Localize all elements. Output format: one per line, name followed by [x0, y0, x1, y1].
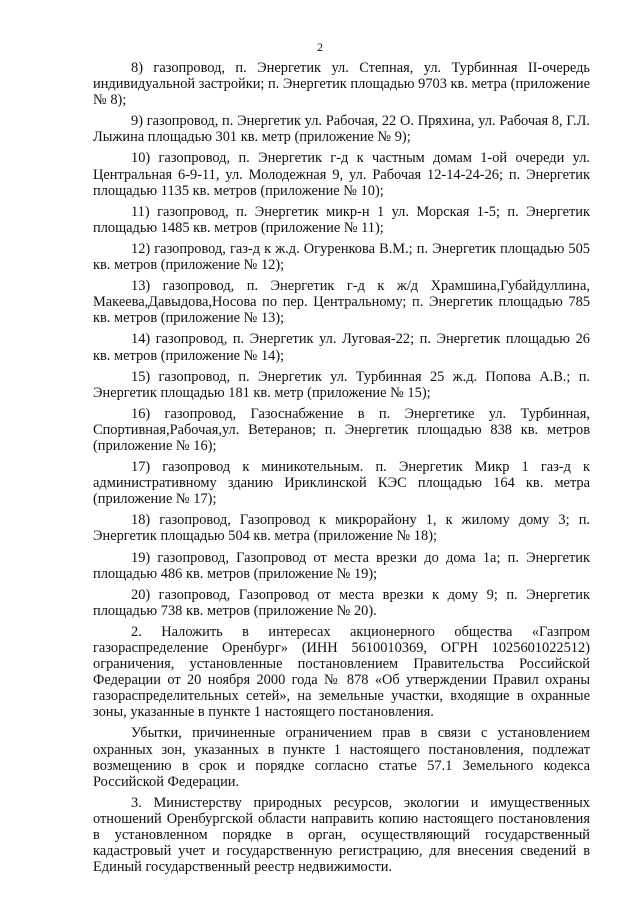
- list-item-10: 10) газопровод, п. Энергетик г-д к частным домам 1-ой очереди ул. Центральная 6-9-11, ул. Молодежная 9, ул. Рабочая 12-14-24-26; п. Энергетик площадью 1135 кв. метров (приложение № 10);: [93, 150, 590, 199]
- list-item-18: 18) газопровод, Газопровод к микрорайону 1, к жилому дому 3; п. Энергетик площадью 504 кв. метра (приложение № 18);: [93, 512, 590, 545]
- damages-paragraph: Убытки, причиненные ограничением прав в связи с установлением охранных зон, указанных в пункте 1 настоящего постановления, подлежат возмещению в срок и порядке согласно статье 57.1 Земельного кодекса Российской Федерации.: [93, 725, 590, 790]
- list-item-15: 15) газопровод, п. Энергетик ул. Турбинная 25 ж.д. Попова А.В.; п. Энергетик площадью 181 кв. метр (приложение № 15);: [93, 368, 590, 401]
- list-item-11: 11) газопровод, п. Энергетик микр-н 1 ул. Морская 1-5; п. Энергетик площадью 1485 кв. метров (приложение № 11);: [93, 203, 590, 236]
- list-item-12: 12) газопровод, газ-д к ж.д. Огуренкова В.М.; п. Энергетик площадью 505 кв. метров (приложение № 12);: [93, 240, 590, 274]
- clause-3-paragraph: 3. Министерству природных ресурсов, экологии и имущественных отношений Оренбургской области направить копию настоящего постановления в установленном порядке в орган, осуществляющий государственный кадастровый учет и государственную регистрацию, для внесения сведений в Единый государственный реестр недвижимости.: [93, 794, 590, 876]
- list-item-20: 20) газопровод, Газопровод от места врезки к дому 9; п. Энергетик площадью 738 кв. метров (приложение № 20).: [93, 586, 590, 619]
- list-item-17: 17) газопровод к миникотельным. п. Энергетик Микр 1 газ-д к административному зданию Ириклинской КЭС площадью 164 кв. метра (приложение № 17);: [93, 459, 590, 508]
- list-item-13: 13) газопровод, п. Энергетик г-д к ж/д Храмшина,Губайдуллина, Макеева,Давыдова,Носова по пер. Центральному; п. Энергетик площадью 785 кв. метров (приложение № 13);: [93, 278, 590, 327]
- clause-2-paragraph: 2. Наложить в интересах акционерного общества «Газпром газораспределение Оренбург» (ИНН 5610010369, ОГРН 1025601022512) ограничения, установленные постановлением Правительства Российской Федерации от 20 ноября 2000 года № 878 «Об утверждении Правил охраны газораспределительных сетей», на земельные участки, входящие в охранные зоны, указанные в пункте 1 настоящего постановления.: [93, 623, 590, 721]
- list-item-14: 14) газопровод, п. Энергетик ул. Луговая-22; п. Энергетик площадью 26 кв. метров (приложение № 14);: [93, 331, 590, 364]
- document-body: [93, 60, 590, 875]
- list-item-9: 9) газопровод, п. Энергетик ул. Рабочая, 22 О. Пряхина, ул. Рабочая 8, Г.Л. Лыжина площадью 301 кв. метр (приложение № 9);: [93, 113, 590, 146]
- list-item-8: 8) газопровод, п. Энергетик ул. Степная, ул. Турбинная II-очередь индивидуальной застройки; п. Энергетик площадью 9703 кв. метра (приложение № 8);: [93, 60, 590, 109]
- list-item-16: 16) газопровод, Газоснабжение в п. Энергетике ул. Турбинная, Спортивная,Рабочая,ул. Ветеранов; п. Энергетик площадью 838 кв. метров (приложение № 16);: [93, 405, 590, 454]
- page-number: 2: [317, 40, 323, 54]
- list-item-19: 19) газопровод, Газопровод от места врезки до дома 1а; п. Энергетик площадью 486 кв. метров (приложение № 19);: [93, 549, 590, 582]
